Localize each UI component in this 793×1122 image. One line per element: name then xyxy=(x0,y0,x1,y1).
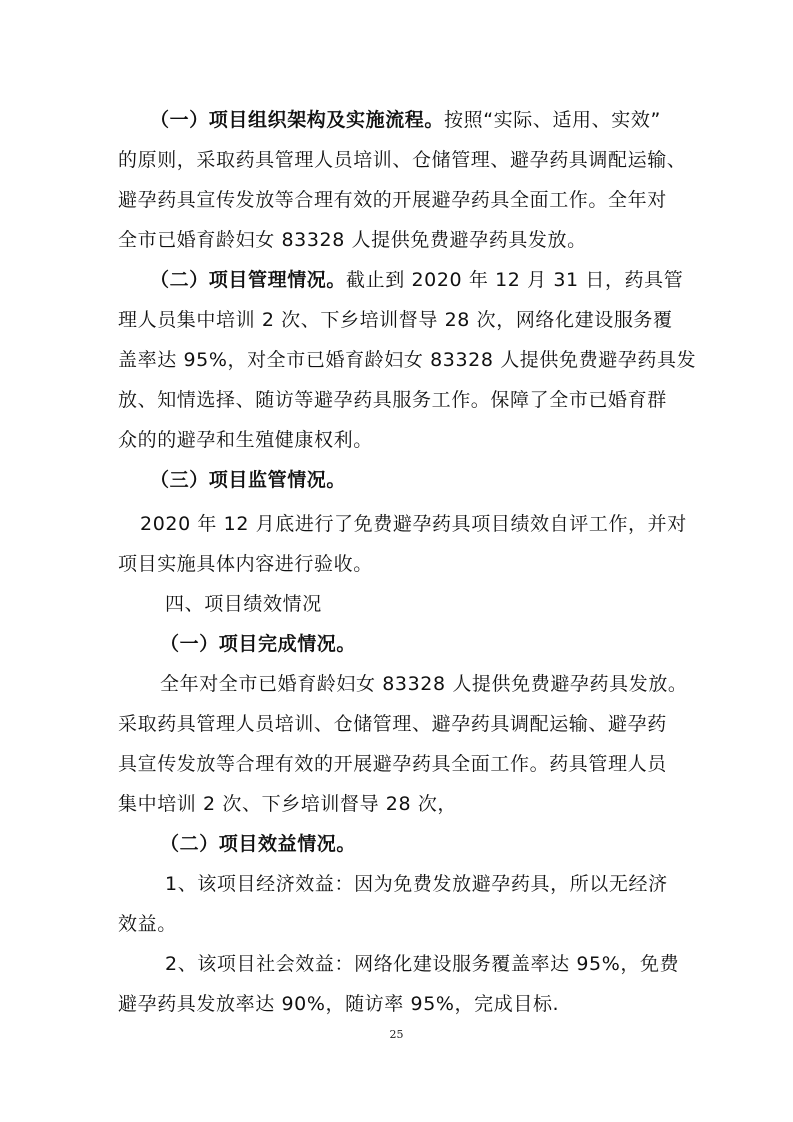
paragraph-8-line-1: 1、该项目经济效益：因为免费发放避孕药具，所以无经济 xyxy=(165,873,668,895)
paragraph-4-line-2: 项目实施具体内容进行验收。 xyxy=(118,553,373,575)
paragraph-6-line-1: 全年对全市已婚育龄妇女 83328 人提供免费避孕药具发放。 xyxy=(160,673,688,695)
heading-supervision: （三）项目监管情况。 xyxy=(150,469,347,491)
paragraph-9-line-1: 2、该项目社会效益：网络化建设服务覆盖率达 95%，免费 xyxy=(165,953,680,975)
paragraph-4-line-1: 2020 年 12 月底进行了免费避孕药具项目绩效自评工作，并对 xyxy=(140,513,687,535)
paragraph-2-line-4: 放、知情选择、随访等避孕药具服务工作。保障了全市已婚育群 xyxy=(118,389,667,411)
paragraph-1-line-4: 全市已婚育龄妇女 83328 人提供免费避孕药具发放。 xyxy=(118,229,587,251)
paragraph-6-line-3: 具宣传发放等合理有效的开展避孕药具全面工作。药具管理人员 xyxy=(118,753,667,775)
page-number: 25 xyxy=(389,1028,404,1041)
paragraph-2-line-5: 众的的避孕和生殖健康权利。 xyxy=(118,429,373,451)
heading-benefits: （二）项目效益情况。 xyxy=(160,833,357,855)
paragraph-6-line-2: 采取药具管理人员培训、仓储管理、避孕药具调配运输、避孕药 xyxy=(118,713,667,735)
paragraph-2-line-3: 盖率达 95%，对全市已婚育龄妇女 83328 人提供免费避孕药具发 xyxy=(118,349,697,371)
heading-management: （二）项目管理情况。 xyxy=(150,269,347,291)
paragraph-2-lead: 截止到 2020 年 12 月 31 日，药具管 xyxy=(346,269,684,291)
paragraph-8-line-2: 效益。 xyxy=(118,913,177,935)
heading-completion: （一）项目完成情况。 xyxy=(160,633,357,655)
paragraph-2-line-1 xyxy=(150,267,710,293)
paragraph-1-line-1 xyxy=(150,107,710,133)
paragraph-1-line-3: 避孕药具宣传发放等合理有效的开展避孕药具全面工作。全年对 xyxy=(118,189,667,211)
section-4-heading: 四、项目绩效情况 xyxy=(165,593,322,615)
paragraph-9-line-2: 避孕药具发放率达 90%，随访率 95%，完成目标. xyxy=(118,993,560,1015)
heading-organization: （一）项目组织架构及实施流程。 xyxy=(150,109,445,131)
paragraph-1-lead: 按照“实际、适用、实效” xyxy=(444,109,661,131)
paragraph-6-line-4: 集中培训 2 次、下乡培训督导 28 次， xyxy=(118,793,458,815)
paragraph-2-line-2: 理人员集中培训 2 次、下乡培训督导 28 次，网络化建设服务覆 xyxy=(118,309,673,331)
paragraph-1-line-2: 的原则，采取药具管理人员培训、仓储管理、避孕药具调配运输、 xyxy=(118,149,687,171)
